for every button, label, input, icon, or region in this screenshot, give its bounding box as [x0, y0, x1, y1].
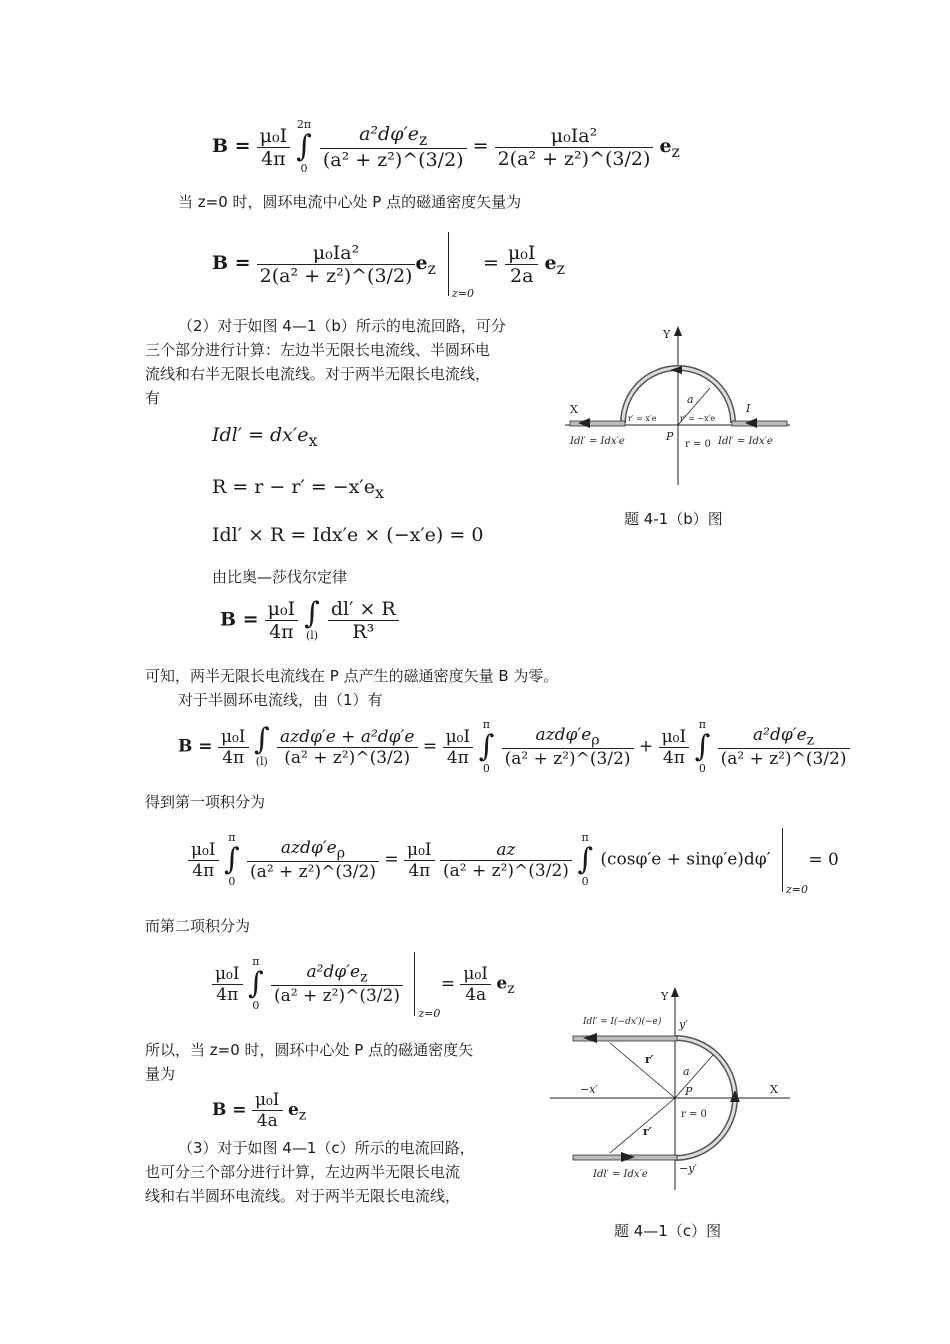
r-prime-right-label: r′ = −x′e	[680, 414, 716, 423]
figure-4-1-b	[560, 320, 800, 490]
eq3-text: Idl′ = dx′e	[212, 424, 309, 446]
eq6-num: dl′ × R	[328, 598, 399, 621]
eq1-integrand-num: a²dφ′e	[359, 122, 420, 145]
eq7-c3-num: μ₀I	[659, 727, 690, 748]
eq1-lim-bot: 0	[300, 162, 308, 175]
para2-line-3: 流线和右半无限长电流线。对于两半无限长电流线，	[145, 365, 491, 383]
eq1-coef-den: 4π	[261, 147, 286, 170]
eq1-coef-num: μ₀I	[257, 125, 290, 148]
eq1-result-den: 2(a² + z²)^(3/2)	[497, 147, 651, 170]
text-first-integral: 得到第一项积分为	[145, 793, 266, 811]
eq2-unit-vector: e	[415, 252, 428, 274]
eq9-equals: =	[440, 973, 456, 994]
eq10-unit-vector: e	[287, 1100, 299, 1120]
eq8-f-num: az	[496, 839, 516, 860]
y-prime-label: y′	[679, 1018, 688, 1031]
eq6-coef-num: μ₀I	[265, 598, 298, 621]
eq7-c2-den: 4π	[446, 747, 469, 768]
eq1-integrand-den: (a² + z²)^(3/2)	[322, 149, 464, 172]
eq6-path: (l)	[305, 628, 319, 642]
eq2-result-den: 2a	[509, 264, 534, 287]
equation-7: B = $\frac{\text{μ₀I}}{4\pi}$ ∫ (l) $\frac{\text{azdφ′e + a²dφ′e}}{\text{(a² + z²)\textasciicircum{}(3/2)}}$ = $\frac{\text{μ₀I}}{4\pi}$ π ∫ 0 $\frac{azd\varphi'e_\rho}{\text{(a² + z²)\textasciicircum{}(3/2)}}$ + $\frac{\text{μ₀I}}{4\pi}$ π ∫ 0 $\frac{a^2d\varphi'e_z}{\text{(a² + z²)\textasciicircum{}(3/2)}}$	[178, 718, 850, 776]
eq6-lhs: B =	[220, 608, 259, 631]
x-axis-label: X	[770, 1083, 778, 1096]
eq8-f-den: (a² + z²)^(3/2)	[443, 860, 569, 881]
current-element-bottom: Idl′ = Idx′e	[593, 1169, 648, 1180]
eq7-i2-num: azdφ′e	[535, 724, 592, 745]
y-axis-arrow	[674, 326, 682, 336]
minus-y-prime-label: −y′	[679, 1162, 697, 1175]
r-prime-top-label: r′	[645, 1053, 654, 1066]
eq8-eval-text: z=0	[785, 883, 808, 896]
eq7-i3-num: a²dφ′e	[753, 724, 807, 745]
figure-4-1-c	[545, 985, 795, 1195]
eq7-plus: +	[638, 736, 654, 757]
eq8-i-den: (a² + z²)^(3/2)	[250, 862, 376, 883]
eq2-eval-text: z=0	[451, 287, 474, 300]
equation-5	[212, 524, 483, 546]
radius-label: a	[683, 1065, 690, 1078]
text-biot-savart: 由比奥—莎伐尔定律	[212, 568, 348, 586]
eq9-r-num: μ₀I	[460, 964, 491, 985]
current-arrow-bottom	[621, 1152, 635, 1162]
eq9-evaluation-bar	[414, 952, 441, 1020]
right-wire	[732, 421, 787, 426]
para3-line-1: （3）对于如图 4—1（c）所示的电流回路，	[178, 1139, 475, 1157]
eq8-evaluation-bar	[782, 828, 808, 896]
current-arrow-right	[745, 418, 757, 428]
eq5-text: Idl′ × R = Idx′e × (−x′e) = 0	[212, 524, 484, 546]
current-label: I	[746, 402, 751, 415]
r-prime-top-line	[610, 1043, 675, 1098]
eq9-c-num: μ₀I	[212, 964, 243, 985]
y-axis-label: Y	[661, 990, 669, 1003]
equation-9: $\frac{\text{μ₀I}}{4\pi}$ π ∫ 0 $\frac{a^2d\varphi'e_z}{\text{(a² + z²)\textasciicircum{}(3/2)}}$ z=0 = $\frac{\text{μ₀I}}{4a}$ $e_z$	[212, 952, 515, 1016]
eq9-unit-vector: e	[496, 973, 508, 994]
eq2-result-unit: e	[544, 252, 557, 274]
r-prime-bottom-label: r′	[643, 1125, 652, 1138]
text-semicircle: 对于半圆环电流线，由（1）有	[178, 691, 383, 709]
figure-c-caption: 题 4—1（c）图	[614, 1222, 722, 1240]
eq6-coef-den: 4π	[269, 621, 294, 643]
equation-1: B = $\frac{\text{μ₀I}}{4\pi}$ 2π ∫ 0 $\frac{a^2d\varphi'e_z}{\text{(a² + z²)\textasciicircum{}(3/2)}}$ = $\frac{\text{μ₀Ia²}}{\text{2(a² + z²)\textasciicircum{}(3/2)}}$ $e_z$	[212, 118, 680, 175]
eq7-c1-den: 4π	[222, 747, 245, 768]
y-axis-arrow	[671, 987, 679, 997]
eq1-equals: =	[472, 135, 489, 157]
eq7-c2-num: μ₀I	[443, 727, 474, 748]
current-arrow-right	[730, 1090, 740, 1102]
eq1-lim-top: 2π	[296, 118, 312, 131]
eq4-text: R = r − r′ = −x′e	[212, 476, 375, 498]
equation-2: B = $\frac{\text{μ₀Ia²}}{\text{2(a² + z²)\textasciicircum{}(3/2)}}$ $e_z$ z=0 = $\frac{\text{μ₀I}}{2a}$ $e_z$	[212, 232, 565, 296]
equation-3: $Idl' = dx'e_x$	[212, 424, 318, 450]
eq8-i-num: azdφ′e	[280, 837, 337, 858]
y-axis-label: Y	[663, 328, 671, 341]
equation-6: B = $\frac{\text{μ₀I}}{4\pi}$ ∫ (l) $\frac{dl' \times R}{\text{R³}}$	[220, 598, 399, 643]
current-element-top: Idl′ = I(−dx′)(−e)	[583, 1017, 662, 1027]
equation-10: B = $\frac{\text{μ₀I}}{4a}$ $e_z$	[212, 1090, 307, 1131]
eq9-i-den: (a² + z²)^(3/2)	[274, 986, 400, 1007]
eq8-c2-den: 4π	[408, 860, 431, 881]
eq9-r-den: 4a	[465, 984, 487, 1005]
text-center-point: 当 z=0 时，圆环电流中心处 P 点的磁通密度矢量为	[178, 193, 522, 211]
current-element-right: Idl′ = Idx′e	[718, 436, 773, 447]
eq2-lhs: B =	[212, 252, 251, 274]
point-p-label: P	[666, 430, 674, 443]
eq7-i2-den: (a² + z²)^(3/2)	[504, 749, 631, 770]
minus-x-prime-label: −x′	[580, 1083, 598, 1096]
eq8-result: = 0	[808, 849, 839, 870]
para-so-line-1: 所以，当 z=0 时，圆环中心处 P 点的磁通密度矢	[145, 1041, 474, 1059]
eq2-result-num: μ₀I	[505, 242, 538, 265]
eq7-lhs: B =	[178, 736, 213, 757]
eq9-i-num: a²dφ′e	[306, 961, 361, 982]
eq7-i1-den: (a² + z²)^(3/2)	[284, 747, 411, 768]
current-arrow-top	[583, 1033, 597, 1043]
para3-line-3: 线和右半圆环电流线。对于两半无限长电流线，	[145, 1187, 461, 1205]
eq7-path: (l)	[255, 755, 268, 768]
eq1-unit-vector: e	[659, 135, 672, 157]
eq1-lhs: B =	[212, 135, 251, 157]
r-zero-label: r = 0	[685, 439, 711, 450]
text-second-integral: 而第二项积分为	[145, 917, 251, 935]
para2-line-2: 三个部分进行计算：左边半无限长电流线、半圆环电	[145, 341, 491, 359]
figure-b-caption: 题 4-1（b）图	[624, 510, 723, 528]
x-axis-label: X	[570, 403, 578, 416]
eq2-den: 2(a² + z²)^(3/2)	[259, 264, 413, 287]
eq9-c-den: 4π	[216, 984, 239, 1005]
eq8-body: (cosφ′e + sinφ′e)dφ′	[600, 849, 771, 870]
eq8-c2-num: μ₀I	[404, 840, 435, 861]
eq10-den: 4a	[256, 1111, 278, 1131]
eq7-i3-den: (a² + z²)^(3/2)	[720, 749, 847, 770]
para-so-line-2: 量为	[145, 1065, 176, 1083]
r-prime-left-label: r′ = x′e	[628, 414, 657, 423]
para3-line-2: 也可分三个部分进行计算，左边两半无限长电流	[145, 1163, 461, 1181]
text-zero-field: 可知，两半无限长电流线在 P 点产生的磁通密度矢量 B 为零。	[145, 667, 559, 685]
eq1-result-num: μ₀Ia²	[495, 125, 654, 148]
equation-4: $R = r - r' = -x'e_x$	[212, 476, 384, 502]
eq2-equals: =	[482, 252, 499, 274]
eq2-num: μ₀Ia²	[257, 242, 416, 265]
eq7-i1-num: azdφ′e + a²dφ′e	[279, 726, 415, 747]
eq8-c1-num: μ₀I	[188, 840, 219, 861]
r-zero-label: r = 0	[681, 1109, 707, 1120]
point-p-label: P	[685, 1085, 693, 1098]
eq7-equals: =	[422, 736, 438, 757]
eq7-c1-num: μ₀I	[218, 727, 249, 748]
eq8-equals: =	[384, 849, 399, 870]
para2-line-1: （2）对于如图 4—1（b）所示的电流回路，可分	[178, 317, 506, 335]
eq7-c3-den: 4π	[662, 747, 685, 768]
eq9-eval-text: z=0	[418, 1007, 441, 1020]
eq10-lhs: B =	[212, 1100, 247, 1120]
left-wire	[570, 421, 625, 426]
eq10-num: μ₀I	[252, 1090, 283, 1111]
radius-label: a	[687, 393, 694, 406]
eq6-den: R³	[352, 621, 375, 643]
eq7-lim-top: π	[482, 718, 490, 731]
radius-line	[675, 1055, 713, 1098]
equation-8: $\frac{\text{μ₀I}}{4\pi}$ π ∫ 0 $\frac{azd\varphi'e_\rho}{\text{(a² + z²)\textasciicircum{}(3/2)}}$ = $\frac{\text{μ₀I}}{4\pi}$ $\frac{az}{\text{(a² + z²)\textasciicircum{}(3/2)}}$ π ∫ 0 (cosφ′e + sinφ′e)dφ′ z=0 = 0	[188, 828, 839, 892]
para2-line-4: 有	[145, 389, 161, 407]
current-element-left: Idl′ = Idx′e	[570, 436, 625, 447]
current-arrow-left	[578, 418, 590, 428]
eq8-c1-den: 4π	[192, 860, 215, 881]
eq2-evaluation-bar	[448, 232, 474, 300]
